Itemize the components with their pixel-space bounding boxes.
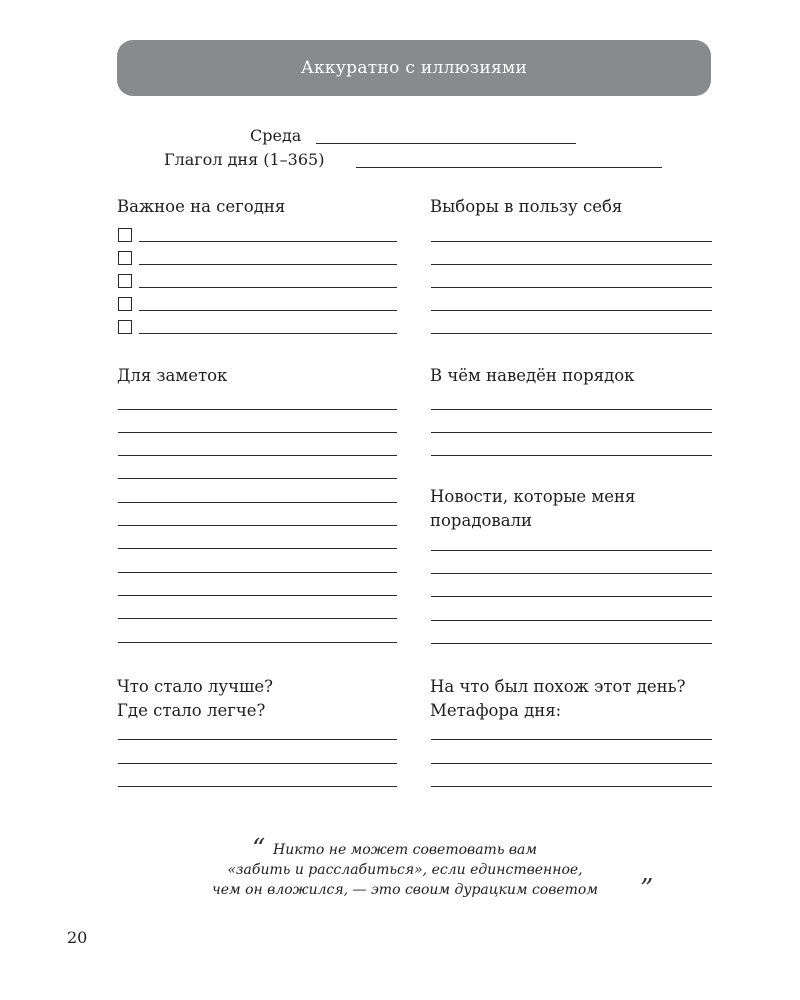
order-line[interactable]	[431, 432, 712, 433]
section-metaphor	[430, 675, 686, 723]
news-line[interactable]	[431, 550, 712, 551]
choice-line[interactable]	[431, 333, 712, 334]
todo-checkbox[interactable]	[118, 274, 132, 288]
section-notes: Для заметок	[117, 366, 228, 385]
quote-line: чем он вложился, — это своим дурацким советом	[212, 882, 598, 898]
choice-line[interactable]	[431, 264, 712, 265]
choice-line[interactable]	[431, 287, 712, 288]
note-line[interactable]	[118, 502, 397, 503]
better-line[interactable]	[118, 786, 397, 787]
section-choices-for-self: Выборы в пользу себя	[430, 197, 623, 216]
todo-line[interactable]	[139, 287, 397, 288]
quote-line: Никто не может советовать вам	[272, 842, 537, 858]
metaphor-line[interactable]	[431, 739, 712, 740]
section-metaphor-line1: На что был похож этот день?	[430, 677, 686, 696]
better-line[interactable]	[118, 763, 397, 764]
day-label: Среда	[250, 126, 302, 145]
section-better-line1: Что стало лучше?	[117, 677, 273, 696]
quote-close-mark: ”	[640, 874, 654, 904]
todo-line[interactable]	[139, 310, 397, 311]
note-line[interactable]	[118, 409, 397, 410]
section-better	[117, 675, 273, 723]
footer-quote	[170, 840, 640, 900]
todo-line[interactable]	[139, 333, 397, 334]
todo-checkbox[interactable]	[118, 297, 132, 311]
order-line[interactable]	[431, 409, 712, 410]
news-line[interactable]	[431, 573, 712, 574]
note-line[interactable]	[118, 618, 397, 619]
news-line[interactable]	[431, 643, 712, 644]
quote-open-mark: “	[252, 834, 266, 864]
better-line[interactable]	[118, 739, 397, 740]
section-order: В чём наведён порядок	[430, 366, 635, 385]
verb-label: Глагол дня (1–365)	[164, 150, 325, 169]
note-line[interactable]	[118, 455, 397, 456]
note-line[interactable]	[118, 478, 397, 479]
page-title-banner	[117, 40, 711, 96]
section-metaphor-line2: Метафора дня:	[430, 701, 562, 720]
section-news-line1: Новости, которые меня	[430, 487, 636, 506]
section-news-line2: порадовали	[430, 511, 533, 530]
todo-checkbox[interactable]	[118, 320, 132, 334]
verb-input-line[interactable]	[356, 167, 662, 168]
note-line[interactable]	[118, 572, 397, 573]
todo-checkbox[interactable]	[118, 228, 132, 242]
choice-line[interactable]	[431, 241, 712, 242]
news-line[interactable]	[431, 620, 712, 621]
section-better-line2: Где стало легче?	[117, 701, 266, 720]
page-title: Аккуратно с иллюзиями	[300, 58, 528, 78]
metaphor-line[interactable]	[431, 763, 712, 764]
section-important-today: Важное на сегодня	[117, 197, 286, 216]
page-number: 20	[67, 928, 88, 947]
note-line[interactable]	[118, 548, 397, 549]
note-line[interactable]	[118, 432, 397, 433]
choice-line[interactable]	[431, 310, 712, 311]
metaphor-line[interactable]	[431, 786, 712, 787]
todo-line[interactable]	[139, 241, 397, 242]
note-line[interactable]	[118, 595, 397, 596]
day-input-line[interactable]	[316, 143, 576, 144]
quote-line: «забить и расслабиться», если единственное,	[227, 862, 583, 878]
order-line[interactable]	[431, 455, 712, 456]
todo-line[interactable]	[139, 264, 397, 265]
note-line[interactable]	[118, 642, 397, 643]
section-news	[430, 485, 635, 533]
note-line[interactable]	[118, 525, 397, 526]
news-line[interactable]	[431, 596, 712, 597]
todo-checkbox[interactable]	[118, 251, 132, 265]
